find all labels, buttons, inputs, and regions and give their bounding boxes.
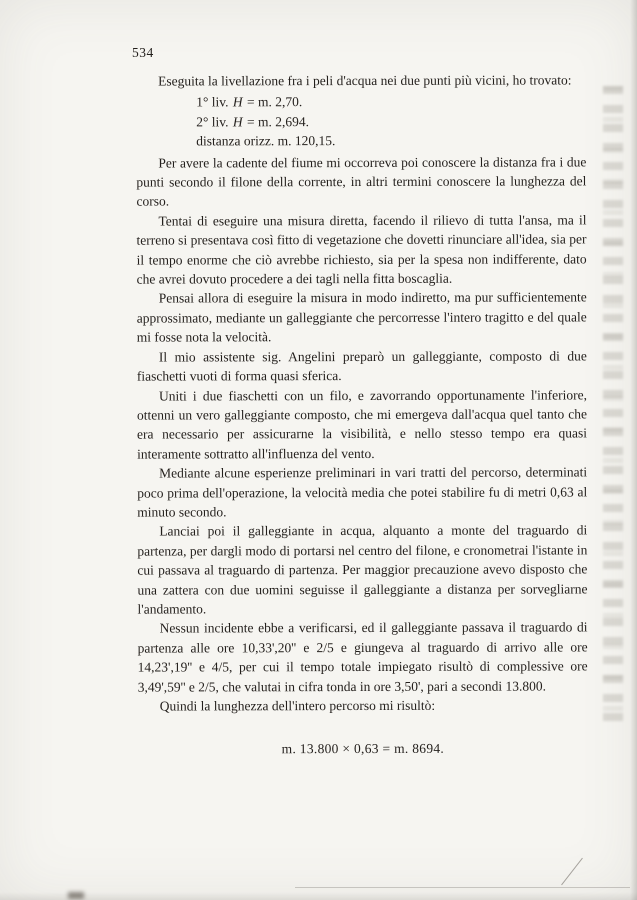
measurement-list bbox=[196, 92, 586, 151]
scan-line-artifact bbox=[295, 887, 630, 888]
measurement-value: = m. 2,70. bbox=[243, 94, 303, 110]
measurement-prefix: 1° liv. bbox=[196, 94, 232, 110]
measurement-prefix: 2° liv. bbox=[196, 114, 232, 130]
measurement-symbol bbox=[335, 133, 337, 148]
body-paragraph: Tentai di eseguire una misura diretta, facendo il rilievo di tutta l'ansa, ma il terreno si presentava così fitto di vegetazione che dovetti rinunciare all'idea, sia per il tempo enorme che ciò avrebbe richiesto, sia per la spesa non indifferente, dato che avrei dovuto procedere a dei tagli nella fitta boscaglia. bbox=[136, 212, 587, 287]
measurement-line bbox=[196, 92, 586, 112]
body-paragraph: Mediante alcune esperienze preliminari in vari tratti del percorso, determinati poco prima dell'operazione, la velocità media che potei stabilire fu di metri 0,63 al minuto secondo. bbox=[137, 464, 588, 520]
text-block bbox=[136, 70, 588, 759]
page-bleedthrough-artifact bbox=[603, 86, 623, 726]
body-paragraph: Quindi la lunghezza dell'intero percorso mi risultò: bbox=[159, 697, 436, 714]
measurement-symbol: H bbox=[232, 114, 243, 130]
page-number: 534 bbox=[132, 45, 154, 60]
body-paragraph: Il mio assistente sig. Angelini preparò un galleggiante, composto di due fiaschetti vuoti di forma quasi sferica. bbox=[136, 348, 587, 384]
intro-paragraph: Eseguita la livellazione fra i peli d'acqua nei due punti più vicini, ho trovato: bbox=[158, 72, 572, 89]
body-paragraph: Per avere la cadente del fiume mi occorreva poi conoscere la distanza fra i due punti secondo il filone della corrente, in altri termini conoscere la lunghezza del corso. bbox=[136, 154, 587, 210]
page-edge-shadow-bottom bbox=[0, 892, 637, 900]
measurement-line bbox=[196, 131, 586, 151]
body-paragraph: Pensai allora di eseguire la misura in modo indiretto, ma pur sufficientemente approssimato, mediante un galleggiante che percorresse l'intero tragitto e del quale mi fosse nota la velocità. bbox=[136, 289, 587, 345]
page-edge-shadow-right bbox=[630, 0, 637, 900]
measurement-line bbox=[196, 111, 586, 131]
scan-scratch-artifact bbox=[561, 858, 583, 885]
body-paragraph: Lanciai poi il galleggiante in acqua, alquanto a monte del traguardo di partenza, per dargli modo di portarsi nel centro del filone, e cronometrai l'istante in cui passava al traguardo di partenza. Per maggior precauzione avevo disposto che una zattera con due uomini seguisse il galleggiante a distanza per sorvegliarne l'andamento. bbox=[137, 522, 588, 617]
body-paragraph: Uniti i due fiaschetti con un filo, e zavorrando opportunamente l'inferiore, ottenni un vero galleggiante composto, che mi emergeva dall'acqua quel tanto che era necessario per assicurarne la visibilità, e nello stesso tempo era quasi interamente sottratto all'influenza del vento. bbox=[136, 386, 588, 462]
measurement-symbol: H bbox=[232, 94, 243, 110]
body-paragraph: Nessun incidente ebbe a verificarsi, ed il galleggiante passava il traguardo di partenza alle ore 10,33',20'' e 2/5 e giungeva al traguardo di arrivo alle ore 14,23',19'' e 4/5, per cui il tempo totale impiegato risultò di complessive ore 3,49',59'' e 2/5, che valutai in cifra tonda in ore 3,50', pari a secondi 13.800. bbox=[137, 619, 588, 695]
formula: m. 13.800 × 0,63 = m. 8694. bbox=[281, 741, 445, 757]
scan-smudge-artifact bbox=[68, 892, 84, 899]
measurement-value: = m. 2,694. bbox=[243, 113, 310, 130]
measurement-prefix: distanza orizz. m. 120,15. bbox=[196, 133, 336, 149]
